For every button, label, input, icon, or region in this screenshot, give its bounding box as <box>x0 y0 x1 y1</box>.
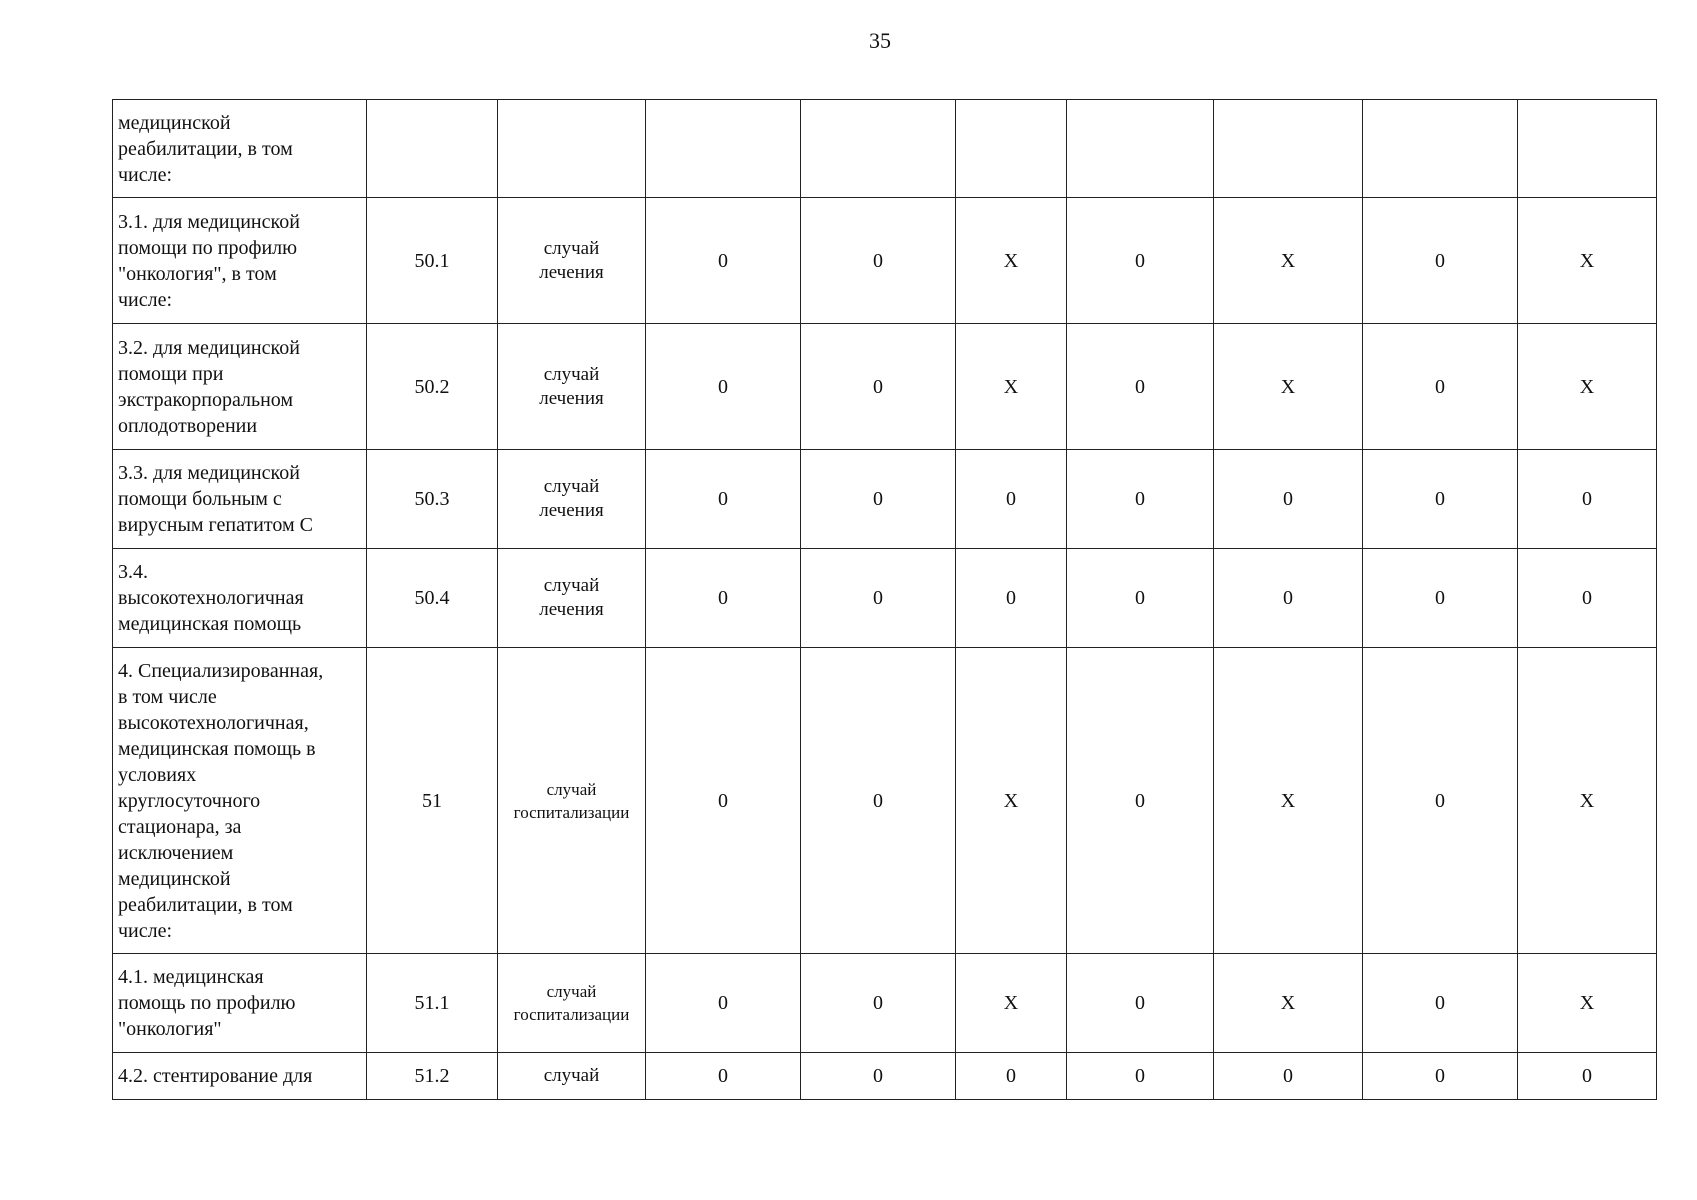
value-cell <box>646 100 801 198</box>
table-row <box>113 954 1657 1053</box>
value-cell: 0 <box>801 648 956 954</box>
value-cell: 0 <box>1363 450 1518 549</box>
value-cell: 0 <box>1363 324 1518 450</box>
row-code-cell: 51.1 <box>367 954 498 1053</box>
value-cell: 0 <box>1214 549 1363 648</box>
row-name-cell: медицинской реабилитации, в том числе: <box>113 100 367 198</box>
value-cell: 0 <box>1067 954 1214 1053</box>
row-code-cell <box>367 100 498 198</box>
value-cell <box>1518 100 1657 198</box>
value-cell: X <box>956 198 1067 324</box>
table-body <box>113 100 1657 1100</box>
value-cell: 0 <box>1067 198 1214 324</box>
row-unit-cell: случай лечения <box>498 324 646 450</box>
value-cell <box>801 100 956 198</box>
row-code-cell: 50.4 <box>367 549 498 648</box>
value-cell <box>1363 100 1518 198</box>
value-cell: 0 <box>1518 450 1657 549</box>
value-cell: 0 <box>646 324 801 450</box>
value-cell: 0 <box>646 648 801 954</box>
value-cell: X <box>1518 954 1657 1053</box>
table-row <box>113 450 1657 549</box>
row-unit-cell: случай лечения <box>498 549 646 648</box>
value-cell: 0 <box>1363 1053 1518 1100</box>
value-cell: 0 <box>801 954 956 1053</box>
table-row <box>113 648 1657 954</box>
row-code-cell: 51.2 <box>367 1053 498 1100</box>
row-code-cell: 50.1 <box>367 198 498 324</box>
row-name-cell: 3.1. для медицинской помощи по профилю "онкология", в том числе: <box>113 198 367 324</box>
value-cell: 0 <box>646 549 801 648</box>
value-cell: 0 <box>801 549 956 648</box>
table-row <box>113 549 1657 648</box>
row-unit-cell: случай лечения <box>498 450 646 549</box>
value-cell: X <box>956 648 1067 954</box>
row-name-cell: 3.4. высокотехнологичная медицинская помощь <box>113 549 367 648</box>
value-cell: 0 <box>1363 198 1518 324</box>
value-cell: X <box>1518 324 1657 450</box>
value-cell: 0 <box>1214 450 1363 549</box>
row-name-cell: 4. Специализированная, в том числе высокотехнологичная, медицинская помощь в условиях круглосуточного стационара, за исключением медицинской реабилитации, в том числе: <box>113 648 367 954</box>
value-cell: 0 <box>801 198 956 324</box>
value-cell: 0 <box>646 198 801 324</box>
value-cell <box>956 100 1067 198</box>
row-unit-cell: случай лечения <box>498 198 646 324</box>
row-name-cell: 4.2. стентирование для <box>113 1053 367 1100</box>
value-cell: X <box>1518 648 1657 954</box>
row-name-cell: 3.3. для медицинской помощи больным с вирусным гепатитом С <box>113 450 367 549</box>
row-name-cell: 3.2. для медицинской помощи при экстракорпоральном оплодотворении <box>113 324 367 450</box>
row-code-cell: 51 <box>367 648 498 954</box>
value-cell: X <box>1214 954 1363 1053</box>
value-cell: X <box>1214 198 1363 324</box>
row-unit-cell <box>498 100 646 198</box>
table-row <box>113 100 1657 198</box>
page-number: 35 <box>869 28 891 53</box>
value-cell: 0 <box>1363 648 1518 954</box>
value-cell: X <box>1214 648 1363 954</box>
value-cell: 0 <box>1214 1053 1363 1100</box>
table-row <box>113 1053 1657 1100</box>
value-cell: 0 <box>1067 549 1214 648</box>
row-code-cell: 50.3 <box>367 450 498 549</box>
table-row <box>113 324 1657 450</box>
value-cell: 0 <box>801 1053 956 1100</box>
row-name-cell: 4.1. медицинская помощь по профилю "онкология" <box>113 954 367 1053</box>
value-cell: 0 <box>646 954 801 1053</box>
row-unit-cell: случай госпитализации <box>498 954 646 1053</box>
value-cell: 0 <box>1067 324 1214 450</box>
row-unit-cell: случай госпитализации <box>498 648 646 954</box>
value-cell: 0 <box>956 549 1067 648</box>
value-cell <box>1214 100 1363 198</box>
value-cell: 0 <box>956 1053 1067 1100</box>
value-cell: 0 <box>1067 450 1214 549</box>
value-cell: 0 <box>646 1053 801 1100</box>
value-cell <box>1067 100 1214 198</box>
data-table <box>112 99 1657 1100</box>
table-row <box>113 198 1657 324</box>
value-cell: 0 <box>801 450 956 549</box>
value-cell: 0 <box>646 450 801 549</box>
value-cell: 0 <box>1067 648 1214 954</box>
value-cell: 0 <box>1518 1053 1657 1100</box>
value-cell: 0 <box>1363 549 1518 648</box>
value-cell: 0 <box>801 324 956 450</box>
row-unit-cell: случай <box>498 1053 646 1100</box>
value-cell: 0 <box>1518 549 1657 648</box>
value-cell: 0 <box>1363 954 1518 1053</box>
value-cell: 0 <box>956 450 1067 549</box>
value-cell: X <box>1518 198 1657 324</box>
value-cell: X <box>1214 324 1363 450</box>
value-cell: X <box>956 954 1067 1053</box>
row-code-cell: 50.2 <box>367 324 498 450</box>
value-cell: X <box>956 324 1067 450</box>
value-cell: 0 <box>1067 1053 1214 1100</box>
